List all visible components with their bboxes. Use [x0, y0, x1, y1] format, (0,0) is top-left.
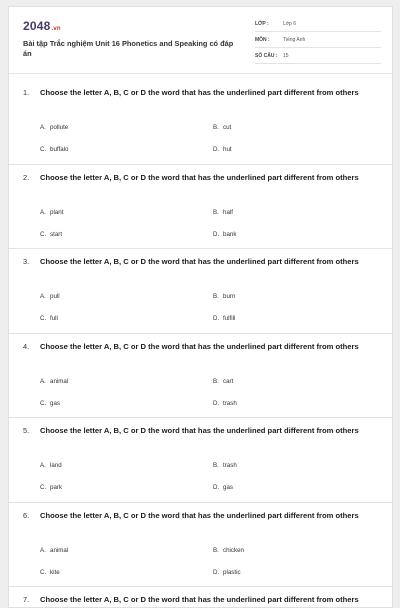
document-page [8, 6, 393, 608]
option-letter: B. [213, 124, 219, 131]
question-item [9, 165, 392, 250]
question-item [9, 249, 392, 334]
option-text: trash [223, 399, 237, 407]
question-list [9, 80, 392, 608]
document-title: Bài tập Trắc nghiệm Unit 16 Phonetics and Speaking có đáp án [23, 39, 234, 58]
document-header [9, 7, 392, 69]
logo-suffix: .vn [51, 26, 61, 32]
answer-option[interactable] [213, 231, 236, 238]
answer-option[interactable] [40, 293, 60, 300]
question-number: 3. [23, 257, 30, 266]
answer-option[interactable] [213, 315, 235, 322]
option-text: full [50, 315, 58, 322]
meta-label: MÔN : [255, 36, 270, 43]
option-text: gas [223, 484, 233, 491]
option-text: land [50, 462, 62, 469]
answer-option[interactable] [40, 569, 60, 576]
option-letter: D. [213, 315, 220, 322]
option-text: pull [50, 293, 60, 300]
option-text: cart [223, 377, 234, 385]
option-text: kite [50, 568, 60, 576]
option-text: pollute [50, 124, 69, 131]
question-number: 5. [23, 426, 30, 435]
option-letter: C. [40, 399, 47, 407]
answer-option[interactable] [213, 124, 231, 131]
meta-value: 15 [283, 52, 289, 59]
meta-row-socau [255, 48, 381, 64]
option-letter: C. [40, 568, 47, 576]
option-letter: B. [213, 546, 219, 554]
document-meta [255, 16, 381, 64]
option-text: fulfill [223, 315, 236, 322]
option-letter: D. [213, 230, 220, 238]
option-letter: B. [213, 462, 219, 469]
option-letter: C. [40, 230, 47, 238]
question-text: Choose the letter A, B, C or D the word that has the underlined part different from others [40, 341, 359, 351]
answer-option[interactable] [40, 146, 68, 153]
option-text: park [50, 484, 63, 491]
option-text: gas [50, 399, 60, 407]
option-letter: D. [213, 399, 220, 407]
answer-option[interactable] [213, 400, 237, 407]
option-letter: B. [213, 293, 219, 300]
option-letter: C. [40, 315, 47, 322]
option-letter: A. [40, 462, 46, 469]
option-letter: C. [40, 484, 47, 491]
option-text: animal [50, 546, 69, 554]
question-number: 2. [23, 172, 30, 182]
header-divider [9, 73, 392, 74]
answer-option[interactable] [213, 569, 241, 576]
option-letter: B. [213, 377, 219, 385]
question-number: 1. [23, 88, 30, 97]
answer-option[interactable] [40, 124, 68, 131]
answer-option[interactable] [213, 547, 244, 554]
option-text: plant [50, 208, 64, 216]
option-letter: D. [213, 568, 220, 576]
meta-value: Tiếng Anh [283, 36, 306, 43]
option-letter: D. [213, 484, 220, 491]
answer-option[interactable] [213, 293, 235, 300]
answer-option[interactable] [40, 484, 62, 491]
question-number: 7. [23, 595, 30, 604]
option-text: burn [223, 293, 236, 300]
option-letter: C. [40, 146, 47, 153]
site-logo[interactable] [23, 19, 61, 33]
question-text: Choose the letter A, B, C or D the word that has the underlined part different from others [40, 257, 359, 266]
option-text: start [50, 230, 63, 238]
option-text: buffalo [50, 146, 69, 153]
option-text: hut [223, 146, 232, 153]
option-letter: A. [40, 124, 46, 131]
option-text: bank [223, 230, 237, 238]
answer-option[interactable] [40, 547, 68, 554]
answer-option[interactable] [40, 315, 58, 322]
option-text: animal [50, 377, 69, 385]
answer-option[interactable] [40, 378, 68, 385]
option-text: trash [223, 462, 237, 469]
question-item [9, 503, 392, 588]
question-number: 6. [23, 510, 30, 520]
answer-option[interactable] [40, 462, 62, 469]
option-text: half [223, 208, 233, 216]
option-text: plastic [223, 568, 241, 576]
answer-option[interactable] [213, 462, 237, 469]
logo-text: 2048 [23, 19, 51, 33]
question-text: Choose the letter A, B, C or D the word that has the underlined part different from others [40, 172, 359, 182]
answer-option[interactable] [40, 209, 63, 216]
option-letter: A. [40, 208, 46, 216]
answer-option[interactable] [213, 146, 232, 153]
question-item [9, 80, 392, 165]
answer-option[interactable] [40, 231, 62, 238]
option-letter: A. [40, 546, 46, 554]
option-letter: D. [213, 146, 220, 153]
meta-row-lop [255, 16, 381, 32]
answer-option[interactable] [213, 378, 233, 385]
question-item [9, 587, 392, 608]
option-letter: B. [213, 208, 219, 216]
question-item [9, 418, 392, 503]
answer-option[interactable] [40, 400, 60, 407]
answer-option[interactable] [213, 484, 233, 491]
question-text: Choose the letter A, B, C or D the word that has the underlined part different from others [40, 426, 359, 435]
question-text: Choose the letter A, B, C or D the word that has the underlined part different from others [40, 88, 359, 97]
question-item [9, 334, 392, 419]
question-number: 4. [23, 341, 30, 351]
answer-option[interactable] [213, 209, 233, 216]
option-letter: A. [40, 377, 46, 385]
option-letter: A. [40, 293, 46, 300]
meta-value: Lớp 6 [283, 20, 297, 27]
meta-label: SỐ CÂU : [255, 52, 278, 59]
option-text: cut [223, 124, 232, 131]
meta-label: LỚP : [255, 20, 269, 27]
option-text: chicken [223, 546, 244, 554]
question-text: Choose the letter A, B, C or D the word that has the underlined part different from others [40, 595, 359, 604]
question-text: Choose the letter A, B, C or D the word that has the underlined part different from others [40, 510, 359, 520]
meta-row-mon [255, 32, 381, 48]
